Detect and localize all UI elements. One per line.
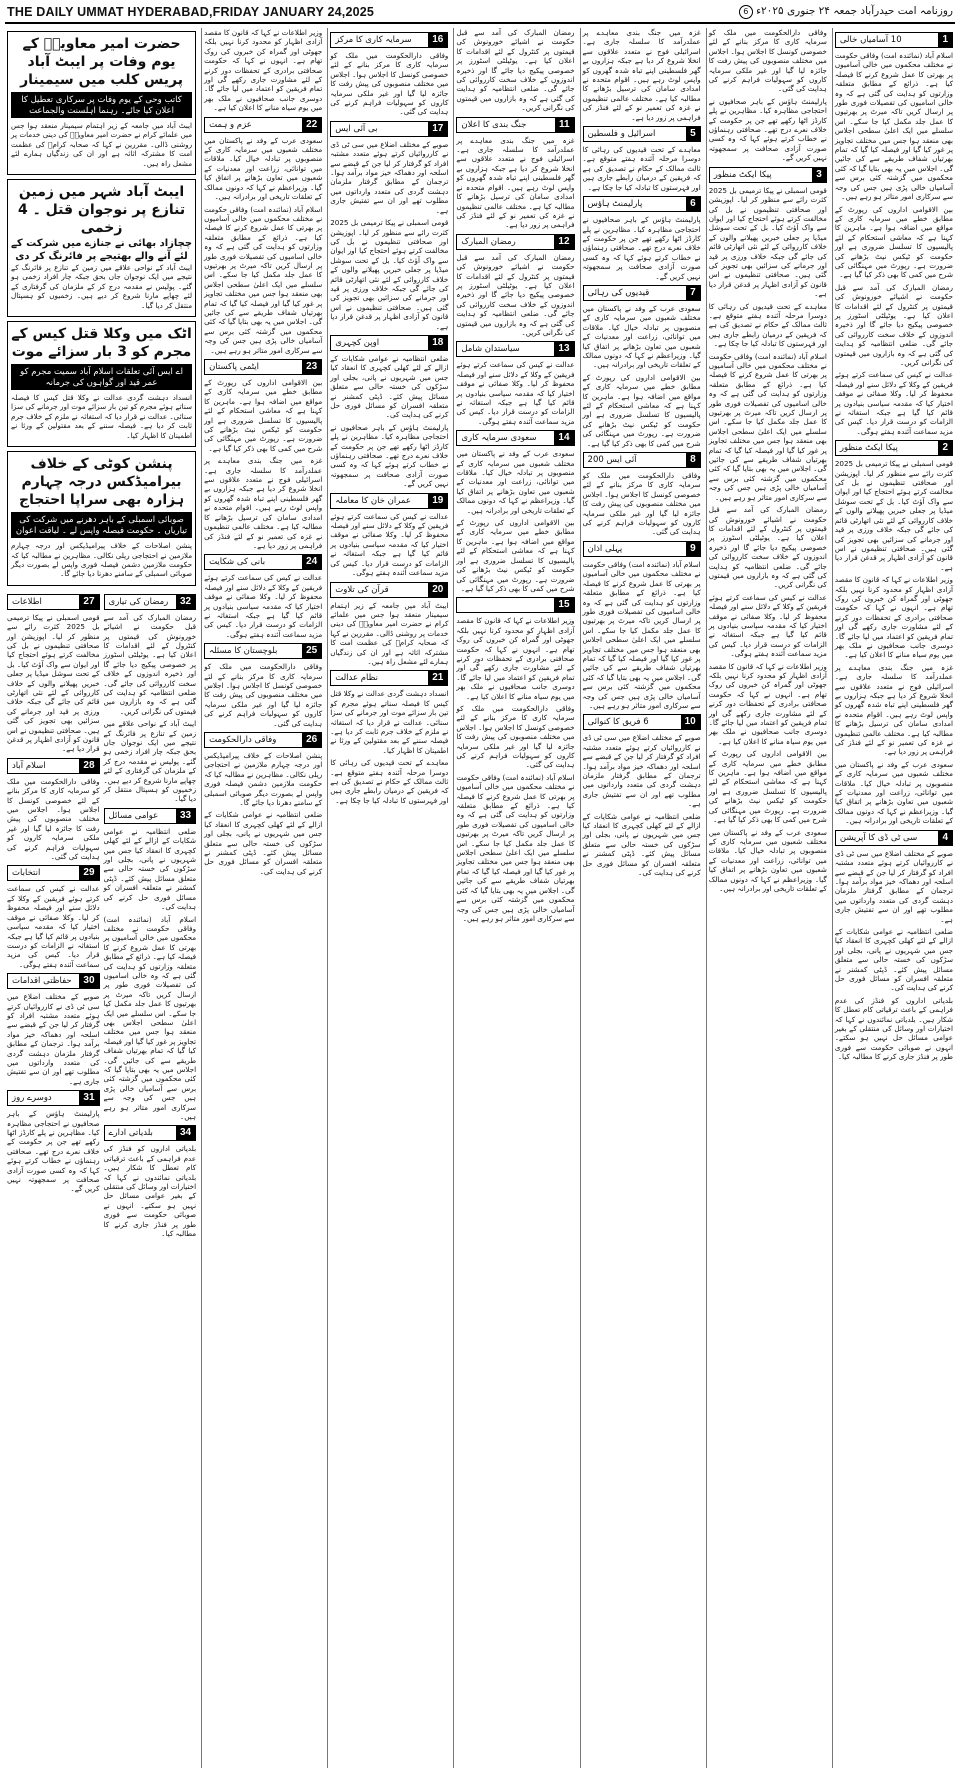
section-number: 28 [79,759,98,773]
column-4 [453,28,576,1768]
article-text: اسلام آباد (نمائندہ امت) وفاقی حکومت نے مختلف محکموں میں خالی آسامیوں پر بھرتی کا عمل شروع کرنے کا فیصلہ کیا ہے۔ ذرائع کے مطابق متعلقہ وزارتوں کو ہدایت کی گئی ہے کہ وہ خالی اسامیوں کی تفصیلات فوری طور پر ارسال کریں تاکہ میرٹ پر بھرتیوں کا عمل جلد مکمل کیا جا سکے۔ اس سلسلے میں ایک اعلیٰ سطحی اجلاس بھی منعقد ہوا جس میں مختلف تجاویز پر غور کیا گیا اور فیصلہ کیا گیا کہ تمام بھرتیاں شفاف طریقے سے کی جائیں گی۔ اجلاس میں یہ بھی بتایا گیا کہ کئی محکموں میں گزشتہ کئی برس سے آسامیاں خالی پڑی ہیں جس کی وجہ سے سرکاری امور متاثر ہو رہے ہیں۔ [103,914,197,1122]
section-number: 13 [554,342,573,356]
article-text: عدالت نے کیس کی سماعت کرتے ہوئے فریقین کے وکلا کے دلائل سنے اور فیصلہ محفوظ کر لیا۔ وکلا صفائی نے موقف اختیار کیا کہ مقدمہ سیاسی بنیادوں پر قائم کیا گیا ہے جبکہ استغاثہ نے الزامات کو درست قرار دیا۔ کیس کی مزید سماعت آئندہ ہفتے ہوگی۔ [7,884,100,969]
section-header-5 [583,126,701,142]
section-topic: بانی کی شکایت [209,557,266,568]
columns [5,28,955,1768]
article-text: اسلام آباد (نمائندہ امت) وفاقی حکومت نے مختلف محکموں میں خالی آسامیوں پر بھرتی کا عمل شروع کرنے کا فیصلہ کیا ہے۔ ذرائع کے مطابق متعلقہ وزارتوں کو ہدایت کی گئی ہے کہ وہ خالی اسامیوں کی تفصیلات فوری طور پر ارسال کریں تاکہ میرٹ پر بھرتیوں کا عمل جلد مکمل کیا جا سکے۔ اس سلسلے میں ایک اعلیٰ سطحی اجلاس بھی منعقد ہوا جس میں مختلف تجاویز پر غور کیا گیا اور فیصلہ کیا گیا کہ تمام بھرتیاں شفاف طریقے سے کی جائیں گی۔ اجلاس میں یہ بھی بتایا گیا کہ کئی محکموں میں گزشتہ کئی برس سے آسامیاں خالی پڑی ہیں جس کی وجہ سے سرکاری امور متاثر ہو رہے ہیں۔ [834,51,953,202]
section-header-2 [835,440,953,456]
section-number: 33 [176,809,195,823]
article-text: اسلام آباد (نمائندہ امت) وفاقی حکومت نے مختلف محکموں میں خالی آسامیوں پر بھرتی کا عمل شروع کرنے کا فیصلہ کیا ہے۔ ذرائع کے مطابق متعلقہ وزارتوں کو ہدایت کی گئی ہے کہ وہ خالی اسامیوں کی تفصیلات فوری طور پر ارسال کریں تاکہ میرٹ پر بھرتیوں کا عمل جلد مکمل کیا جا سکے۔ اس سلسلے میں ایک اعلیٰ سطحی اجلاس بھی منعقد ہوا جس میں مختلف تجاویز پر غور کیا گیا اور فیصلہ کیا گیا کہ تمام بھرتیاں شفاف طریقے سے کی جائیں گی۔ اجلاس میں یہ بھی بتایا گیا کہ کئی محکموں میں گزشتہ کئی برس سے آسامیاں خالی پڑی ہیں جس کی وجہ سے سرکاری امور متاثر ہو رہے ہیں۔ [582,559,701,710]
section-topic: دوسرے روز [12,1093,52,1104]
section-header-14 [456,430,574,446]
column-7 [5,28,198,1768]
section-header-7 [583,285,701,301]
article-text: وفاقی دارالحکومت میں ملک کو سرمایہ کاری کا مرکز بنانے کے لئے خصوصی کونسل کا اجلاس ہوا۔ اجلاس میں مختلف منصوبوں کی پیش رفت کا جائزہ لیا گیا اور غیر ملکی سرمایہ کاروں کو سہولیات فراہم کرنے کی ہدایت کی گئی۔ [330,51,449,117]
masthead-urdu [736,5,953,19]
section-number: 14 [554,431,573,445]
section-header-18 [330,335,448,351]
section-header-33 [104,808,197,824]
article-text: معاہدے کے تحت قیدیوں کی رہائی کا دوسرا مرحلہ آئندہ ہفتے متوقع ہے۔ ثالث ممالک کے حکام نے تصدیق کی ہے کہ فریقین کے درمیان رابطے جاری ہیں اور فہرستوں کا تبادلہ کیا جا چکا ہے۔ [582,145,701,192]
headline: حضرت امیر معاویہؓ کے یوم وفات پر ایبٹ آباد پریس کلب میں سیمینار [20,36,183,88]
section-number: 11 [555,118,574,132]
sub-column-right [7,590,100,1242]
article-text: رمضان المبارک کی آمد سے قبل حکومت نے اشیائے خورونوش کی قیمتوں پر کنٹرول کے لئے اقدامات کا اعلان کیا ہے۔ یوٹیلٹی اسٹورز پر خصوصی پیکیج دیا جائے گا اور ذخیرہ اندوزوں کے خلاف سخت کارروائی کی جائے گی۔ ضلعی انتظامیہ کو ہدایت کی گئی ہے کہ وہ بازاروں میں قیمتوں کی نگرانی کریں۔ [103,612,197,716]
headline-band: کاتب وحی کے یوم وفات پر سرکاری تعطیل کا اعلان کیا جائے۔ رہنما اہلسنت والجماعت [11,92,192,118]
masthead-urdu-text: روزنامہ امت حیدرآباد جمعہ ۲۴ جنوری ۲۰۲۵ء [756,5,953,17]
article-text: سعودی عرب کے وفد نے پاکستان میں مختلف شعبوں میں سرمایہ کاری کے منصوبوں پر تبادلہ خیال کیا۔ ملاقات میں توانائی، زراعت اور معدنیات کے شعبوں میں تعاون بڑھانے پر اتفاق کیا گیا۔ وزیراعظم نے کہا کہ دونوں ممالک کے تعلقات تاریخی اور برادرانہ ہیں۔ [204,135,323,202]
section-number: 31 [79,1091,98,1105]
article-text: سعودی عرب کے وفد نے پاکستان میں مختلف شعبوں میں سرمایہ کاری کے منصوبوں پر تبادلہ خیال کیا۔ ملاقات میں توانائی، زراعت اور معدنیات کے شعبوں میں تعاون بڑھانے پر اتفاق کیا گیا۔ وزیراعظم نے کہا کہ دونوں ممالک کے تعلقات تاریخی اور برادرانہ ہیں۔ [834,759,953,826]
article-text: وفاقی دارالحکومت میں ملک کو سرمایہ کاری کا مرکز بنانے کے لئے خصوصی کونسل کا اجلاس ہوا۔ اجلاس میں مختلف منصوبوں کی پیش رفت کا جائزہ لیا گیا اور غیر ملکی سرمایہ کاروں کو سہولیات فراہم کرنے کی ہدایت کی گئی۔ [204,662,323,728]
section-topic: 6 فریق کا کنوائی [587,717,649,728]
article-text: وفاقی دارالحکومت میں ملک کو سرمایہ کاری کا مرکز بنانے کے لئے خصوصی کونسل کا اجلاس ہوا۔ اجلاس میں مختلف منصوبوں کی پیش رفت کا جائزہ لیا گیا اور غیر ملکی سرمایہ کاروں کو سہولیات فراہم کرنے کی ہدایت کی گئی۔ [456,703,575,770]
article-text: غزہ میں جنگ بندی معاہدے پر عملدرآمد کا سلسلہ جاری ہے۔ اسرائیلی فوج نے متعدد علاقوں سے انخلا شروع کر دیا ہے جبکہ ہزاروں بے گھر فلسطینی اپنے تباہ شدہ گھروں کو واپس لوٹ رہے ہیں۔ اقوام متحدہ نے امدادی سامان کی ترسیل بڑھانے کا مطالبہ کیا ہے۔ مختلف عالمی تنظیموں نے غزہ کی تعمیر نو کے لئے فنڈز کی فراہمی پر زور دیا ہے۔ [456,135,575,230]
page-number: 6 [739,5,753,19]
article-text: پارلیمنٹ ہاؤس کے باہر صحافیوں نے احتجاجی مظاہرہ کیا۔ مظاہرین نے پلے کارڈز اٹھا رکھے تھے جن پر حکومت کے خلاف نعرے درج تھے۔ صحافتی رہنماؤں نے خطاب کرتے ہوئے کہا کہ وہ کسی صورت آزادی صحافت پر سمجھوتہ نہیں کریں گے۔ [582,215,701,281]
section-number: 16 [428,33,447,47]
article-text: عدالت نے کیس کی سماعت کرتے ہوئے فریقین کے وکلا کے دلائل سنے اور فیصلہ محفوظ کر لیا۔ وکلا صفائی نے موقف اختیار کیا کہ مقدمہ سیاسی بنیادوں پر قائم کیا گیا ہے جبکہ استغاثہ نے الزامات کو درست قرار دیا۔ کیس کی مزید سماعت آئندہ ہفتے ہوگی۔ [708,592,827,659]
article-text: رمضان المبارک کی آمد سے قبل حکومت نے اشیائے خورونوش کی قیمتوں پر کنٹرول کے لئے اقدامات کا اعلان کیا ہے۔ یوٹیلٹی اسٹورز پر خصوصی پیکیج دیا جائے گا اور ذخیرہ اندوزوں کے خلاف سخت کارروائی کی جائے گی۔ ضلعی انتظامیہ کو ہدایت کی گئی ہے کہ وہ بازاروں میں قیمتوں کی نگرانی کریں۔ [708,505,827,590]
section-topic: پہلی اذان [587,543,623,554]
section-header-25 [204,643,322,659]
article-text: سعودی عرب کے وفد نے پاکستان میں مختلف شعبوں میں سرمایہ کاری کے منصوبوں پر تبادلہ خیال کیا۔ ملاقات میں توانائی، زراعت اور معدنیات کے شعبوں میں تعاون بڑھانے پر اتفاق کیا گیا۔ وزیراعظم نے کہا کہ دونوں ممالک کے تعلقات تاریخی اور برادرانہ ہیں۔ [708,827,827,893]
masthead [5,4,955,24]
section-header-4 [835,830,953,846]
section-header-16 [330,32,448,48]
section-header-28 [7,758,100,774]
article-text: سعودی عرب کے وفد نے پاکستان میں مختلف شعبوں میں سرمایہ کاری کے منصوبوں پر تبادلہ خیال کیا۔ ملاقات میں توانائی، زراعت اور معدنیات کے شعبوں میں تعاون بڑھانے پر اتفاق کیا گیا۔ وزیراعظم نے کہا کہ دونوں ممالک کے تعلقات تاریخی اور برادرانہ ہیں۔ [582,303,701,370]
article-text: قومی اسمبلی نے پیکا ترمیمی بل 2025 کثرت رائے سے منظور کر لیا۔ اپوزیشن اور صحافتی تنظیموں نے بل کی مخالفت کرتے ہوئے احتجاج کیا اور ایوان سے واک آؤٹ کیا۔ بل کے تحت سوشل میڈیا پر جعلی خبریں پھیلانے والوں کے خلاف کارروائی کے لئے نئی اتھارٹی قائم کی جائے گی جبکہ خلاف ورزی پر قید اور جرمانے کی سزائیں بھی تجویز کی گئی ہیں۔ صحافتی تنظیموں نے اس قانون کو آزادی اظہار پر قدغن قرار دیا ہے۔ [834,459,953,572]
article-text: ضلعی انتظامیہ نے عوامی شکایات کے ازالے کے لئے کھلی کچہری کا انعقاد کیا جس میں شہریوں نے پانی، بجلی اور سڑکوں کی خستہ حالی سے متعلق مسائل پیش کئے۔ ڈپٹی کمشنر نے متعلقہ افسران کو مسائل فوری حل کرنے کی ہدایت کی۔ [582,811,701,878]
section-number: 1 [938,33,952,47]
section-number: 10 [681,715,700,729]
section-number: 32 [176,595,195,609]
section-number: 9 [686,542,700,556]
section-header-15 [456,597,574,613]
section-topic: آئی ایس 200 [587,455,637,466]
section-number: 6 [686,197,700,211]
masthead-english: THE DAILY UMMAT HYDERABAD,FRIDAY JANUARY 24,2025 [7,5,375,19]
section-topic: بلوچستان کا مسئلہ [209,646,278,657]
section-topic: سیاستدان شامل [461,344,520,355]
section-header-11 [456,117,574,133]
section-header-19 [330,493,448,509]
article-text: پارلیمنٹ ہاؤس کے باہر صحافیوں نے احتجاجی مظاہرہ کیا۔ مظاہرین نے پلے کارڈز اٹھا رکھے تھے جن پر حکومت کے خلاف نعرے درج تھے۔ صحافتی رہنماؤں نے خطاب کرتے ہوئے کہا کہ وہ کسی صورت آزادی صحافت پر سمجھوتہ نہیں کریں گے۔ [7,1109,100,1194]
section-number: 30 [79,974,98,988]
section-header-17 [330,121,448,137]
article-text: وزیر اطلاعات نے کہا کہ قانون کا مقصد آزادی اظہار کو محدود کرنا نہیں بلکہ جھوٹی اور گمراہ کن خبروں کی روک تھام ہے۔ انہوں نے کہا کہ حکومت صحافتی برادری کے تحفظات دور کرنے کے لئے مشاورت جاری رکھے گی اور تمام فریقین کو اعتماد میں لیا جائے گا۔ دوسری جانب صحافیوں نے ملک بھر میں یوم سیاہ منانے کا اعلان کیا ہے۔ [708,661,827,746]
section-header-3 [709,167,827,183]
section-number: 23 [302,360,321,374]
article-text: بین الاقوامی اداروں کی رپورٹ کے مطابق خطے میں سرمایہ کاری کے مواقع میں اضافہ ہوا ہے۔ ماہرین کا کہنا ہے کہ معاشی استحکام کے لئے پالیسیوں کا تسلسل ضروری ہے اور حکومت کو ٹیکس نیٹ بڑھانے کی ضرورت ہے۔ رپورٹ میں مہنگائی کی شرح میں کمی کا بھی ذکر کیا گیا ہے۔ [456,518,575,593]
section-number: 20 [428,583,447,597]
article-text: وفاقی دارالحکومت میں ملک کو سرمایہ کاری کا مرکز بنانے کے لئے خصوصی کونسل کا اجلاس ہوا۔ اجلاس میں مختلف منصوبوں کی پیش رفت کا جائزہ لیا گیا اور غیر ملکی سرمایہ کاروں کو سہولیات فراہم کرنے کی ہدایت کی گئی۔ [708,28,827,94]
section-number: 7 [686,286,700,300]
section-header-32 [104,594,197,610]
section-topic: اسلام آباد [12,760,46,771]
section-number: 15 [554,598,573,612]
section-topic: پارلیمنٹ ہاؤس [587,199,643,210]
article-text: غزہ میں جنگ بندی معاہدے پر عملدرآمد کا سلسلہ جاری ہے۔ اسرائیلی فوج نے متعدد علاقوں سے انخلا شروع کر دیا ہے جبکہ ہزاروں بے گھر فلسطینی اپنے تباہ شدہ گھروں کو واپس لوٹ رہے ہیں۔ اقوام متحدہ نے امدادی سامان کی ترسیل بڑھانے کا مطالبہ کیا ہے۔ مختلف عالمی تنظیموں نے غزہ کی تعمیر نو کے لئے فنڈز کی فراہمی پر زور دیا ہے۔ [204,456,323,550]
section-topic: جنگ بندی کا اعلان [461,119,527,130]
article-text: پنشن اصلاحات کے خلاف پیرامیڈیکس اور درجہ چہارم ملازمین نے احتجاجی ریلی نکالی۔ مظاہرین نے مطالبہ کیا کہ حکومت ملازمین دشمن فیصلہ فوری واپس لے بصورت دیگر صوبائی اسمبلی کے سامنے دھرنا دیا جائے گا۔ [204,751,323,808]
section-topic: بلدیاتی ادارے [108,1128,153,1139]
section-header-22 [204,117,322,133]
section-header-6 [583,196,701,212]
section-topic: رمضان المبارک [461,236,516,247]
article-text: صوبے کے مختلف اضلاع میں سی ٹی ڈی نے کارروائیاں کرتے ہوئے متعدد مشتبہ افراد کو گرفتار کر لیا جن کے قبضے سے اسلحہ اور دھماکہ خیز مواد برآمد ہوا۔ ترجمان کے مطابق گرفتار ملزمان دہشت گردی کی متعدد وارداتوں میں مطلوب تھے اور ان سے تفتیش جاری ہے۔ [7,992,100,1086]
section-header-23 [204,359,322,375]
article-text: انسداد دہشت گردی عدالت نے وکلا قتل کیس کا فیصلہ سناتے ہوئے مجرم کو تین بار سزائے موت اور جرمانے کی سزا سنائی۔ عدالت نے قرار دیا کہ استغاثہ نے ملزم کے خلاف جرم ثابت کر دیا ہے۔ فیصلہ سننے کے بعد مقتولین کے ورثا نے اطمینان کا اظہار کیا۔ [330,689,449,755]
article-text: ایبٹ آباد کے نواحی علاقے میں زمین کے تنازع پر فائرنگ کے نتیجے میں ایک نوجوان جاں بحق جبکہ چار افراد زخمی ہو گئے۔ پولیس نے مقدمہ درج کر کے ملزمان کی گرفتاری کے لئے چھاپے مارنا شروع کر دیے ہیں۔ زخمیوں کو ہسپتال منتقل کر دیا گیا۔ [103,719,197,804]
column-5 [327,28,450,1768]
column-2 [706,28,829,1768]
article-text: پارلیمنٹ ہاؤس کے باہر صحافیوں نے احتجاجی مظاہرہ کیا۔ مظاہرین نے پلے کارڈز اٹھا رکھے تھے جن پر حکومت کے خلاف نعرے درج تھے۔ صحافتی رہنماؤں نے خطاب کرتے ہوئے کہا کہ وہ کسی صورت آزادی صحافت پر سمجھوتہ نہیں کریں گے۔ [330,422,449,489]
section-topic: نظام عدالت [335,673,378,684]
sub-columns [7,590,196,1242]
article-text: معاہدے کے تحت قیدیوں کی رہائی کا دوسرا مرحلہ آئندہ ہفتے متوقع ہے۔ ثالث ممالک کے حکام نے تصدیق کی ہے کہ فریقین کے درمیان رابطے جاری ہیں اور فہرستوں کا تبادلہ کیا جا چکا ہے۔ [708,301,827,349]
article-text: سعودی عرب کے وفد نے پاکستان میں مختلف شعبوں میں سرمایہ کاری کے منصوبوں پر تبادلہ خیال کیا۔ ملاقات میں توانائی، زراعت اور معدنیات کے شعبوں میں تعاون بڑھانے پر اتفاق کیا گیا۔ وزیراعظم نے کہا کہ دونوں ممالک کے تعلقات تاریخی اور برادرانہ ہیں۔ [456,449,575,515]
section-topic: سعودی سرمایہ کاری [461,433,537,444]
section-number: 18 [428,336,447,350]
article-text: ایبٹ آباد کے نواحی علاقے میں زمین کے تنازع پر فائرنگ کے نتیجے میں ایک نوجوان جاں بحق جبکہ چار افراد زخمی ہو گئے۔ پولیس نے مقدمہ درج کر کے ملزمان کی گرفتاری کے لئے چھاپے مارنا شروع کر دیے ہیں۔ زخمیوں کو ہسپتال منتقل کر دیا گیا۔ [11,263,193,310]
section-topic: سرمایہ کاری کا مرکز [335,35,412,45]
section-topic: عوامی مسائل [108,810,159,821]
article-text: عدالت نے کیس کی سماعت کرتے ہوئے فریقین کے وکلا کے دلائل سنے اور فیصلہ محفوظ کر لیا۔ وکلا صفائی نے موقف اختیار کیا کہ مقدمہ سیاسی بنیادوں پر قائم کیا گیا ہے جبکہ استغاثہ نے الزامات کو درست قرار دیا۔ کیس کی مزید سماعت آئندہ ہفتے ہوگی۔ [834,370,953,436]
section-topic: اوپن کچہری [335,337,380,348]
article-text: غزہ میں جنگ بندی معاہدے پر عملدرآمد کا سلسلہ جاری ہے۔ اسرائیلی فوج نے متعدد علاقوں سے انخلا شروع کر دیا ہے جبکہ ہزاروں بے گھر فلسطینی اپنے تباہ شدہ گھروں کو واپس لوٹ رہے ہیں۔ اقوام متحدہ نے امدادی سامان کی ترسیل بڑھانے کا مطالبہ کیا ہے۔ مختلف عالمی تنظیموں نے غزہ کی تعمیر نو کے لئے فنڈز کی فراہمی پر زور دیا ہے۔ [834,662,953,757]
article-text: اسلام آباد (نمائندہ امت) وفاقی حکومت نے مختلف محکموں میں خالی آسامیوں پر بھرتی کا عمل شروع کرنے کا فیصلہ کیا ہے۔ ذرائع کے مطابق متعلقہ وزارتوں کو ہدایت کی گئی ہے کہ وہ خالی اسامیوں کی تفصیلات فوری طور پر ارسال کریں تاکہ میرٹ پر بھرتیوں کا عمل جلد مکمل کیا جا سکے۔ اس سلسلے میں ایک اعلیٰ سطحی اجلاس بھی منعقد ہوا جس میں مختلف تجاویز پر غور کیا گیا اور فیصلہ کیا گیا کہ تمام بھرتیاں شفاف طریقے سے کی جائیں گی۔ اجلاس میں یہ بھی بتایا گیا کہ کئی محکموں میں گزشتہ کئی برس سے آسامیاں خالی پڑی ہیں جس کی وجہ سے سرکاری امور متاثر ہو رہے ہیں۔ [456,772,575,923]
article-text: ضلعی انتظامیہ نے عوامی شکایات کے ازالے کے لئے کھلی کچہری کا انعقاد کیا جس میں شہریوں نے پانی، بجلی اور سڑکوں کی خستہ حالی سے متعلق مسائل پیش کئے۔ ڈپٹی کمشنر نے متعلقہ افسران کو مسائل فوری حل کرنے کی ہدایت کی۔ [330,353,449,420]
sub-column-left [104,590,197,1242]
article-text: اسلام آباد (نمائندہ امت) وفاقی حکومت نے مختلف محکموں میں خالی آسامیوں پر بھرتی کا عمل شروع کرنے کا فیصلہ کیا ہے۔ ذرائع کے مطابق متعلقہ وزارتوں کو ہدایت کی گئی ہے کہ وہ خالی اسامیوں کی تفصیلات فوری طور پر ارسال کریں تاکہ میرٹ پر بھرتیوں کا عمل جلد مکمل کیا جا سکے۔ اس سلسلے میں ایک اعلیٰ سطحی اجلاس بھی منعقد ہوا جس میں مختلف تجاویز پر غور کیا گیا اور فیصلہ کیا گیا کہ تمام بھرتیاں شفاف طریقے سے کی جائیں گی۔ اجلاس میں یہ بھی بتایا گیا کہ کئی محکموں میں گزشتہ کئی برس سے آسامیاں خالی پڑی ہیں جس کی وجہ سے سرکاری امور متاثر ہو رہے ہیں۔ [708,351,827,502]
article-text: ایبٹ آباد میں جامعہ کے زیر اہتمام سیمینار منعقد ہوا جس میں علمائے کرام نے حضرت امیر معاویہؓ کی دینی خدمات پر روشنی ڈالی۔ مقررین نے کہا کہ صحابہ کرامؓ کی عظمت امت کا مشترکہ اثاثہ ہے اور ان کی زندگیاں ہمارے لئے مشعل راہ ہیں۔ [330,600,449,666]
headline: اٹک میں وکلا قتل کیس کے مجرم کو 3 بار سزائے موت [11,326,192,361]
section-header-20 [330,582,448,598]
article-text: ضلعی انتظامیہ نے عوامی شکایات کے ازالے کے لئے کھلی کچہری کا انعقاد کیا جس میں شہریوں نے پانی، بجلی اور سڑکوں کی خستہ حالی سے متعلق مسائل پیش کئے۔ ڈپٹی کمشنر نے متعلقہ افسران کو مسائل فوری حل کرنے کی ہدایت کی۔ [204,810,323,876]
lead-story-3 [7,321,196,447]
section-number: 26 [302,733,321,747]
section-header-12 [456,234,574,250]
section-header-34 [104,1125,197,1141]
section-topic: سی ٹی ڈی کا آپریشن [839,832,918,843]
column-1 [832,28,955,1768]
article-text: غزہ میں جنگ بندی معاہدے پر عملدرآمد کا سلسلہ جاری ہے۔ اسرائیلی فوج نے متعدد علاقوں سے انخلا شروع کر دیا ہے جبکہ ہزاروں بے گھر فلسطینی اپنے تباہ شدہ گھروں کو واپس لوٹ رہے ہیں۔ اقوام متحدہ نے امدادی سامان کی ترسیل بڑھانے کا مطالبہ کیا ہے۔ مختلف عالمی تنظیموں نے غزہ کی تعمیر نو کے لئے فنڈز کی فراہمی پر زور دیا ہے۔ [582,28,701,122]
section-number: 2 [938,441,952,455]
article-text: رمضان المبارک کی آمد سے قبل حکومت نے اشیائے خورونوش کی قیمتوں پر کنٹرول کے لئے اقدامات کا اعلان کیا ہے۔ یوٹیلٹی اسٹورز پر خصوصی پیکیج دیا جائے گا اور ذخیرہ اندوزوں کے خلاف سخت کارروائی کی جائے گی۔ ضلعی انتظامیہ کو ہدایت کی گئی ہے کہ وہ بازاروں میں قیمتوں کی نگرانی کریں۔ [456,252,575,337]
article-text: ایبٹ آباد میں جامعہ کے زیر اہتمام سیمینار منعقد ہوا جس میں علمائے کرام نے حضرت امیر معاویہؓ کی دینی خدمات پر روشنی ڈالی۔ مقررین نے کہا کہ صحابہ کرامؓ کی عظمت امت کا مشترکہ اثاثہ ہے اور ان کی زندگیاں ہمارے لئے مشعل راہ ہیں۔ [11,121,193,168]
section-topic: رمضان کی تیاری [108,596,169,607]
section-topic: ایٹمی پاکستان [209,362,260,372]
article-text: رمضان المبارک کی آمد سے قبل حکومت نے اشیائے خورونوش کی قیمتوں پر کنٹرول کے لئے اقدامات کا اعلان کیا ہے۔ یوٹیلٹی اسٹورز پر خصوصی پیکیج دیا جائے گا اور ذخیرہ اندوزوں کے خلاف سخت کارروائی کی جائے گی۔ ضلعی انتظامیہ کو ہدایت کی گئی ہے کہ وہ بازاروں میں قیمتوں کی نگرانی کریں۔ [456,28,575,113]
lead-story-4 [7,451,196,586]
section-topic: بی آئی ایس [335,123,378,134]
section-topic: پیکا ایکٹ منظور [713,169,772,180]
lead-story-1 [7,31,196,175]
article-text: صوبے کے مختلف اضلاع میں سی ٹی ڈی نے کارروائیاں کرتے ہوئے متعدد مشتبہ افراد کو گرفتار کر لیا جن کے قبضے سے اسلحہ اور دھماکہ خیز مواد برآمد ہوا۔ ترجمان کے مطابق گرفتار ملزمان دہشت گردی کی متعدد وارداتوں میں مطلوب تھے اور ان سے تفتیش جاری ہے۔ [582,733,701,809]
article-text: بین الاقوامی اداروں کی رپورٹ کے مطابق خطے میں سرمایہ کاری کے مواقع میں اضافہ ہوا ہے۔ ماہرین کا کہنا ہے کہ معاشی استحکام کے لئے پالیسیوں کا تسلسل ضروری ہے اور حکومت کو ٹیکس نیٹ بڑھانے کی ضرورت ہے۔ رپورٹ میں مہنگائی کی شرح میں کمی کا بھی ذکر کیا گیا ہے۔ [582,372,701,448]
section-header-13 [456,341,574,357]
section-header-30 [7,973,100,989]
section-header-8 [583,452,701,468]
column-3 [580,28,703,1768]
headline-band: صوبائی اسمبلی کے باہر دھرنے میں شرکت کی تیاریاں ۔ حکومت فیصلہ واپس لے ۔ لیاقت اعوان [11,512,192,538]
article-text: بلدیاتی اداروں کو فنڈز کی عدم فراہمی کے باعث ترقیاتی کام تعطل کا شکار ہیں۔ بلدیاتی نمائندوں نے کہا کہ اختیارات اور وسائل کی منتقلی کے بغیر عوامی مسائل حل نہیں ہو سکتے۔ انہوں نے صوبائی حکومت سے فوری طور پر فنڈز جاری کرنے کا مطالبہ کیا۔ [834,995,953,1062]
article-text: صوبے کے مختلف اضلاع میں سی ٹی ڈی نے کارروائیاں کرتے ہوئے متعدد مشتبہ افراد کو گرفتار کر لیا جن کے قبضے سے اسلحہ اور دھماکہ خیز مواد برآمد ہوا۔ ترجمان کے مطابق گرفتار ملزمان دہشت گردی کی متعدد وارداتوں میں مطلوب تھے اور ان سے تفتیش جاری ہے۔ [330,139,449,215]
lead-story-2 [7,179,196,317]
section-header-31 [7,1090,100,1106]
article-text: انسداد دہشت گردی عدالت نے وکلا قتل کیس کا فیصلہ سناتے ہوئے مجرم کو تین بار سزائے موت اور جرمانے کی سزا سنائی۔ عدالت نے قرار دیا کہ استغاثہ نے ملزم کے خلاف جرم ثابت کر دیا ہے۔ فیصلہ سننے کے بعد مقتولین کے ورثا نے اطمینان کا اظہار کیا۔ [11,393,193,440]
article-text: اسلام آباد (نمائندہ امت) وفاقی حکومت نے مختلف محکموں میں خالی آسامیوں پر بھرتی کا عمل شروع کرنے کا فیصلہ کیا ہے۔ ذرائع کے مطابق متعلقہ وزارتوں کو ہدایت کی گئی ہے کہ وہ خالی اسامیوں کی تفصیلات فوری طور پر ارسال کریں تاکہ میرٹ پر بھرتیوں کا عمل جلد مکمل کیا جا سکے۔ اس سلسلے میں ایک اعلیٰ سطحی اجلاس بھی منعقد ہوا جس میں مختلف تجاویز پر غور کیا گیا اور فیصلہ کیا گیا کہ تمام بھرتیاں شفاف طریقے سے کی جائیں گی۔ اجلاس میں یہ بھی بتایا گیا کہ کئی محکموں میں گزشتہ کئی برس سے آسامیاں خالی پڑی ہیں جس کی وجہ سے سرکاری امور متاثر ہو رہے ہیں۔ [204,204,323,355]
article-text: وزیر اطلاعات نے کہا کہ قانون کا مقصد آزادی اظہار کو محدود کرنا نہیں بلکہ جھوٹی اور گمراہ کن خبروں کی روک تھام ہے۔ انہوں نے کہا کہ حکومت صحافتی برادری کے تحفظات دور کرنے کے لئے مشاورت جاری رکھے گی اور تمام فریقین کو اعتماد میں لیا جائے گا۔ دوسری جانب صحافیوں نے ملک بھر میں یوم سیاہ منانے کا اعلان کیا ہے۔ [456,616,575,701]
section-topic: حفاظتی اقدامات [12,976,72,987]
article-text: صوبے کے مختلف اضلاع میں سی ٹی ڈی نے کارروائیاں کرتے ہوئے متعدد مشتبہ افراد کو گرفتار کر لیا جن کے قبضے سے اسلحہ اور دھماکہ خیز مواد برآمد ہوا۔ ترجمان کے مطابق گرفتار ملزمان دہشت گردی کی متعدد وارداتوں میں مطلوب تھے اور ان سے تفتیش جاری ہے۔ [834,848,953,924]
section-header-24 [204,554,322,570]
section-topic: عزم و ہمت [209,119,252,130]
section-topic: انتخابات [12,868,41,879]
section-header-26 [204,732,322,748]
section-topic: اطلاعات [12,596,42,607]
article-text: قومی اسمبلی نے پیکا ترمیمی بل 2025 کثرت رائے سے منظور کر لیا۔ اپوزیشن اور صحافتی تنظیموں نے بل کی مخالفت کرتے ہوئے احتجاج کیا اور ایوان سے واک آؤٹ کیا۔ بل کے تحت سوشل میڈیا پر جعلی خبریں پھیلانے والوں کے خلاف کارروائی کے لئے نئی اتھارٹی قائم کی جائے گی جبکہ خلاف ورزی پر قید اور جرمانے کی سزائیں بھی تجویز کی گئی ہیں۔ صحافتی تنظیموں نے اس قانون کو آزادی اظہار پر قدغن قرار دیا ہے۔ [708,185,827,299]
article-text: وفاقی دارالحکومت میں ملک کو سرمایہ کاری کا مرکز بنانے کے لئے خصوصی کونسل کا اجلاس ہوا۔ اجلاس میں مختلف منصوبوں کی پیش رفت کا جائزہ لیا گیا اور غیر ملکی سرمایہ کاروں کو سہولیات فراہم کرنے کی ہدایت کی گئی۔ [7,776,100,862]
article-text: قومی اسمبلی نے پیکا ترمیمی بل 2025 کثرت رائے سے منظور کر لیا۔ اپوزیشن اور صحافتی تنظیموں نے بل کی مخالفت کرتے ہوئے احتجاج کیا اور ایوان سے واک آؤٹ کیا۔ بل کے تحت سوشل میڈیا پر جعلی خبریں پھیلانے والوں کے خلاف کارروائی کے لئے نئی اتھارٹی قائم کی جائے گی جبکہ خلاف ورزی پر قید اور جرمانے کی سزائیں بھی تجویز کی گئی ہیں۔ صحافتی تنظیموں نے اس قانون کو آزادی اظہار پر قدغن قرار دیا ہے۔ [330,218,449,331]
article-text: قومی اسمبلی نے پیکا ترمیمی بل 2025 کثرت رائے سے منظور کر لیا۔ اپوزیشن اور صحافتی تنظیموں نے بل کی مخالفت کرتے ہوئے احتجاج کیا اور ایوان سے واک آؤٹ کیا۔ بل کے تحت سوشل میڈیا پر جعلی خبریں پھیلانے والوں کے خلاف کارروائی کے لئے نئی اتھارٹی قائم کی جائے گی جبکہ خلاف ورزی پر قید اور جرمانے کی سزائیں بھی تجویز کی گئی ہیں۔ صحافتی تنظیموں نے اس قانون کو آزادی اظہار پر قدغن قرار دیا ہے۔ [7,612,100,754]
section-number: 27 [79,595,98,609]
section-number: 29 [79,866,98,880]
article-text: پارلیمنٹ ہاؤس کے باہر صحافیوں نے احتجاجی مظاہرہ کیا۔ مظاہرین نے پلے کارڈز اٹھا رکھے تھے جن پر حکومت کے خلاف نعرے درج تھے۔ صحافتی رہنماؤں نے خطاب کرتے ہوئے کہا کہ وہ کسی صورت آزادی صحافت پر سمجھوتہ نہیں کریں گے۔ [708,96,827,163]
section-topic: 10 آسامیاں خالی [839,35,902,45]
section-number: 24 [302,555,321,569]
article-text: وزیر اطلاعات نے کہا کہ قانون کا مقصد آزادی اظہار کو محدود کرنا نہیں بلکہ جھوٹی اور گمراہ کن خبروں کی روک تھام ہے۔ انہوں نے کہا کہ حکومت صحافتی برادری کے تحفظات دور کرنے کے لئے مشاورت جاری رکھے گی اور تمام فریقین کو اعتماد میں لیا جائے گا۔ دوسری جانب صحافیوں نے ملک بھر میں یوم سیاہ منانے کا اعلان کیا ہے۔ [204,28,323,113]
section-header-1 [835,32,953,48]
section-number: 21 [428,671,447,685]
section-topic: پیکا ایکٹ منظور [839,443,898,454]
article-text: رمضان المبارک کی آمد سے قبل حکومت نے اشیائے خورونوش کی قیمتوں پر کنٹرول کے لئے اقدامات کا اعلان کیا ہے۔ یوٹیلٹی اسٹورز پر خصوصی پیکیج دیا جائے گا اور ذخیرہ اندوزوں کے خلاف سخت کارروائی کی جائے گی۔ ضلعی انتظامیہ کو ہدایت کی گئی ہے کہ وہ بازاروں میں قیمتوں کی نگرانی کریں۔ [834,282,953,367]
article-text: ضلعی انتظامیہ نے عوامی شکایات کے ازالے کے لئے کھلی کچہری کا انعقاد کیا جس میں شہریوں نے پانی، بجلی اور سڑکوں کی خستہ حالی سے متعلق مسائل پیش کئے۔ ڈپٹی کمشنر نے متعلقہ افسران کو مسائل فوری حل کرنے کی ہدایت کی۔ [103,826,197,912]
section-topic: اسرائیل و فلسطین [587,129,656,140]
section-topic: قیدیوں کی رہائی [587,287,650,298]
section-number: 25 [302,644,321,658]
article-text: عدالت نے کیس کی سماعت کرتے ہوئے فریقین کے وکلا کے دلائل سنے اور فیصلہ محفوظ کر لیا۔ وکلا صفائی نے موقف اختیار کیا کہ مقدمہ سیاسی بنیادوں پر قائم کیا گیا ہے جبکہ استغاثہ نے الزامات کو درست قرار دیا۔ کیس کی مزید سماعت آئندہ ہفتے ہوگی۔ [456,360,575,426]
section-header-27 [7,594,100,610]
article-text: عدالت نے کیس کی سماعت کرتے ہوئے فریقین کے وکلا کے دلائل سنے اور فیصلہ محفوظ کر لیا۔ وکلا صفائی نے موقف اختیار کیا کہ مقدمہ سیاسی بنیادوں پر قائم کیا گیا ہے جبکہ استغاثہ نے الزامات کو درست قرار دیا۔ کیس کی مزید سماعت آئندہ ہفتے ہوگی۔ [330,511,449,578]
section-number: 34 [176,1126,195,1140]
article-text: وزیر اطلاعات نے کہا کہ قانون کا مقصد آزادی اظہار کو محدود کرنا نہیں بلکہ جھوٹی اور گمراہ کن خبروں کی روک تھام ہے۔ انہوں نے کہا کہ حکومت صحافتی برادری کے تحفظات دور کرنے کے لئے مشاورت جاری رکھے گی اور تمام فریقین کو اعتماد میں لیا جائے گا۔ دوسری جانب صحافیوں نے ملک بھر میں یوم سیاہ منانے کا اعلان کیا ہے۔ [834,575,953,660]
section-header-9 [583,541,701,557]
section-number: 5 [686,127,700,141]
article-text: بین الاقوامی اداروں کی رپورٹ کے مطابق خطے میں سرمایہ کاری کے مواقع میں اضافہ ہوا ہے۔ ماہرین کا کہنا ہے کہ معاشی استحکام کے لئے پالیسیوں کا تسلسل ضروری ہے اور حکومت کو ٹیکس نیٹ بڑھانے کی ضرورت ہے۔ رپورٹ میں مہنگائی کی شرح میں کمی کا بھی ذکر کیا گیا ہے۔ [834,204,953,280]
section-header-29 [7,865,100,881]
article-text: وفاقی دارالحکومت میں ملک کو سرمایہ کاری کا مرکز بنانے کے لئے خصوصی کونسل کا اجلاس ہوا۔ اجلاس میں مختلف منصوبوں کی پیش رفت کا جائزہ لیا گیا اور غیر ملکی سرمایہ کاروں کو سہولیات فراہم کرنے کی ہدایت کی گئی۔ [582,471,701,537]
section-topic: عمران خان کا معاملہ [335,495,411,506]
article-text: عدالت نے کیس کی سماعت کرتے ہوئے فریقین کے وکلا کے دلائل سنے اور فیصلہ محفوظ کر لیا۔ وکلا صفائی نے موقف اختیار کیا کہ مقدمہ سیاسی بنیادوں پر قائم کیا گیا ہے جبکہ استغاثہ نے الزامات کو درست قرار دیا۔ کیس کی مزید سماعت آئندہ ہفتے ہوگی۔ [204,573,323,639]
article-text: پنشن اصلاحات کے خلاف پیرامیڈیکس اور درجہ چہارم ملازمین نے احتجاجی ریلی نکالی۔ مظاہرین نے مطالبہ کیا کہ حکومت ملازمین دشمن فیصلہ فوری واپس لے بصورت دیگر صوبائی اسمبلی کے سامنے دھرنا دیا جائے گا۔ [11,541,193,579]
section-number: 8 [686,453,700,467]
section-number: 22 [302,118,321,132]
section-header-21 [330,670,448,686]
section-number: 3 [812,168,826,182]
section-number: 17 [428,122,447,136]
section-number: 4 [938,831,952,845]
section-topic: قرآن کی تلاوت [335,584,389,595]
article-text: بلدیاتی اداروں کو فنڈز کی عدم فراہمی کے باعث ترقیاتی کام تعطل کا شکار ہیں۔ بلدیاتی نمائندوں نے کہا کہ اختیارات اور وسائل کی منتقلی کے بغیر عوامی مسائل حل نہیں ہو سکتے۔ انہوں نے صوبائی حکومت سے فوری طور پر فنڈز جاری کرنے کا مطالبہ کیا۔ [103,1144,197,1239]
article-text: بین الاقوامی اداروں کی رپورٹ کے مطابق خطے میں سرمایہ کاری کے مواقع میں اضافہ ہوا ہے۔ ماہرین کا کہنا ہے کہ معاشی استحکام کے لئے پالیسیوں کا تسلسل ضروری ہے اور حکومت کو ٹیکس نیٹ بڑھانے کی ضرورت ہے۔ رپورٹ میں مہنگائی کی شرح میں کمی کا بھی ذکر کیا گیا ہے۔ [204,378,323,453]
column-6 [201,28,324,1768]
subheadline: چچازاد بھائی نے جنازے میں شرکت کے لئے آنے والے بھتیجے پر فائرنگ کر دی [11,238,193,263]
headline-band: اے ایس آئی تعلقات اسلام آباد سمیت مجرم کو عمر قید اور گواہوں کی جرمانہ [11,364,192,390]
article-text: معاہدے کے تحت قیدیوں کی رہائی کا دوسرا مرحلہ آئندہ ہفتے متوقع ہے۔ ثالث ممالک کے حکام نے تصدیق کی ہے کہ فریقین کے درمیان رابطے جاری ہیں اور فہرستوں کا تبادلہ کیا جا چکا ہے۔ [330,758,449,805]
headline: پنشن کوٹی کے خلاف بیرامیڈکس درجہ چہارم ہزارہ بھی سراپا احتجاج [18,456,185,509]
headline: ایبٹ آباد شہر میں زمین تنازع پر نوجوان قتل ۔ 4 زخمی [17,184,186,237]
section-number: 19 [428,494,447,508]
section-number: 12 [554,235,573,249]
newspaper-page [5,4,955,1768]
article-text: بین الاقوامی اداروں کی رپورٹ کے مطابق خطے میں سرمایہ کاری کے مواقع میں اضافہ ہوا ہے۔ ماہرین کا کہنا ہے کہ معاشی استحکام کے لئے پالیسیوں کا تسلسل ضروری ہے اور حکومت کو ٹیکس نیٹ بڑھانے کی ضرورت ہے۔ رپورٹ میں مہنگائی کی شرح میں کمی کا بھی ذکر کیا گیا ہے۔ [708,749,827,825]
section-header-10 [583,714,701,730]
section-topic: وفاقی دارالحکومت [209,735,277,745]
article-text: ضلعی انتظامیہ نے عوامی شکایات کے ازالے کے لئے کھلی کچہری کا انعقاد کیا جس میں شہریوں نے پانی، بجلی اور سڑکوں کی خستہ حالی سے متعلق مسائل پیش کئے۔ ڈپٹی کمشنر نے متعلقہ افسران کو مسائل فوری حل کرنے کی ہدایت کی۔ [834,926,953,993]
